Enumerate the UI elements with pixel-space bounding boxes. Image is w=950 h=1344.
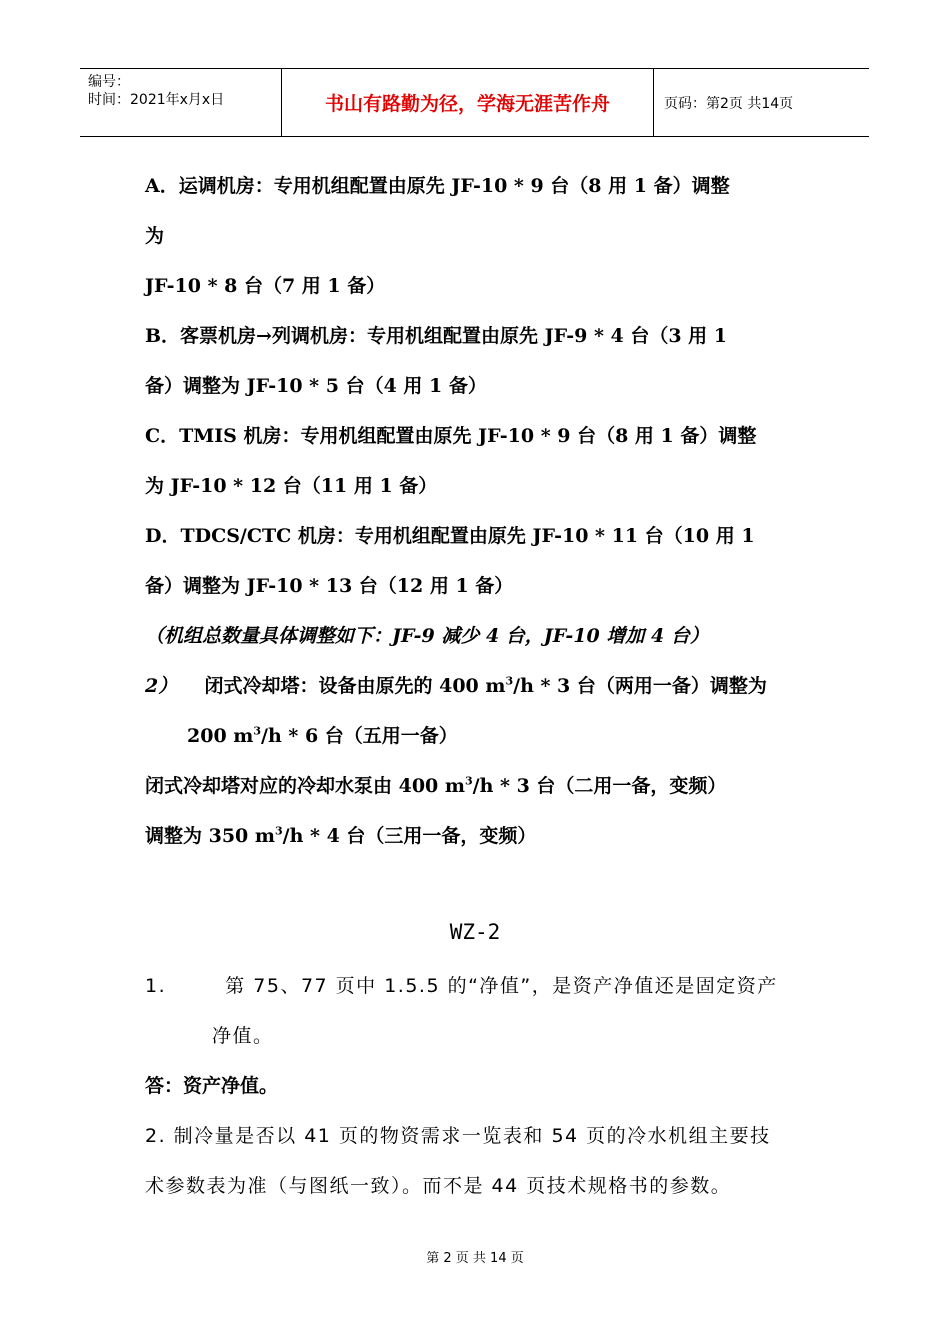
item-2-number: 2）: [145, 675, 178, 697]
item-2-line2: [187, 721, 458, 748]
document-header: [80, 68, 869, 137]
item-a-line3: JF-10 * 8 台（7 用 1 备）: [145, 275, 386, 297]
question-2-line1: 2. 制冷量是否以 41 页的物资需求一览表和 54 页的冷水机组主要技: [145, 1125, 771, 1147]
pump-text-b: /h * 3 台（二用一备，变频）: [472, 775, 727, 797]
pump-line2: [145, 821, 536, 848]
header-motto: 书山有路勤为径，学海无涯苦作舟: [281, 69, 654, 136]
question-1-line1: [145, 971, 778, 998]
superscript: 3: [505, 674, 514, 688]
pump-text-d: /h * 4 台（三用一备，变频）: [282, 825, 537, 847]
item-a-line1: A．运调机房：专用机组配置由原先 JF-10 * 9 台（8 用 1 备）调整: [145, 175, 730, 197]
item-a-line2: 为: [145, 225, 165, 247]
section-title: WZ-2: [449, 920, 501, 944]
item-d-line1: D．TDCS/CTC 机房：专用机组配置由原先 JF-10 * 11 台（10 用 1: [145, 525, 755, 547]
question-1-number: 1.: [145, 975, 167, 997]
question-1-line2: 净值。: [212, 1025, 274, 1047]
header-meta: [80, 69, 281, 136]
page-footer: 第 2 页 共 14 页: [426, 1251, 524, 1266]
item-b-line1: B．客票机房→列调机房：专用机组配置由原先 JF-9 * 4 台（3 用 1: [145, 325, 727, 347]
superscript: 3: [275, 824, 283, 838]
adjustment-note: （机组总数量具体调整如下：JF-9 减少 4 台，JF-10 增加 4 台）: [145, 625, 709, 647]
question-2-line2: 术参数表为准（与图纸一致）。而不是 44 页技术规格书的参数。: [145, 1175, 732, 1197]
superscript: 3: [465, 774, 473, 788]
header-page-info: 页码：第2页 共14页: [664, 95, 794, 112]
item-2-text-c: 200 m: [187, 725, 254, 747]
answer-1: 答：资产净值。: [145, 1075, 279, 1097]
item-c-line1: C．TMIS 机房：专用机组配置由原先 JF-10 * 9 台（8 用 1 备）调整: [145, 425, 757, 447]
item-b-line2: 备）调整为 JF-10 * 5 台（4 用 1 备）: [145, 375, 487, 397]
item-2-line1: [145, 671, 767, 698]
item-d-line2: 备）调整为 JF-10 * 13 台（12 用 1 备）: [145, 575, 514, 597]
pump-text-a: 闭式冷却塔对应的冷却水泵由 400 m: [145, 775, 465, 797]
pump-text-c: 调整为 350 m: [145, 825, 275, 847]
item-2-text-d: /h * 6 台（五用一备）: [261, 725, 458, 747]
question-1-text: 第 75、77 页中 1.5.5 的“净值”，是资产净值还是固定资产: [225, 975, 778, 997]
item-2-text-b: /h * 3 台（两用一备）调整为: [513, 675, 767, 697]
time-label: 时间：2021年x月x日: [88, 92, 225, 108]
item-c-line2: 为 JF-10 * 12 台（11 用 1 备）: [145, 475, 438, 497]
pump-line1: [145, 771, 726, 798]
superscript: 3: [253, 724, 262, 738]
item-2-text-a: 闭式冷却塔：设备由原先的 400 m: [204, 675, 506, 697]
number-label: 编号：: [88, 74, 130, 90]
